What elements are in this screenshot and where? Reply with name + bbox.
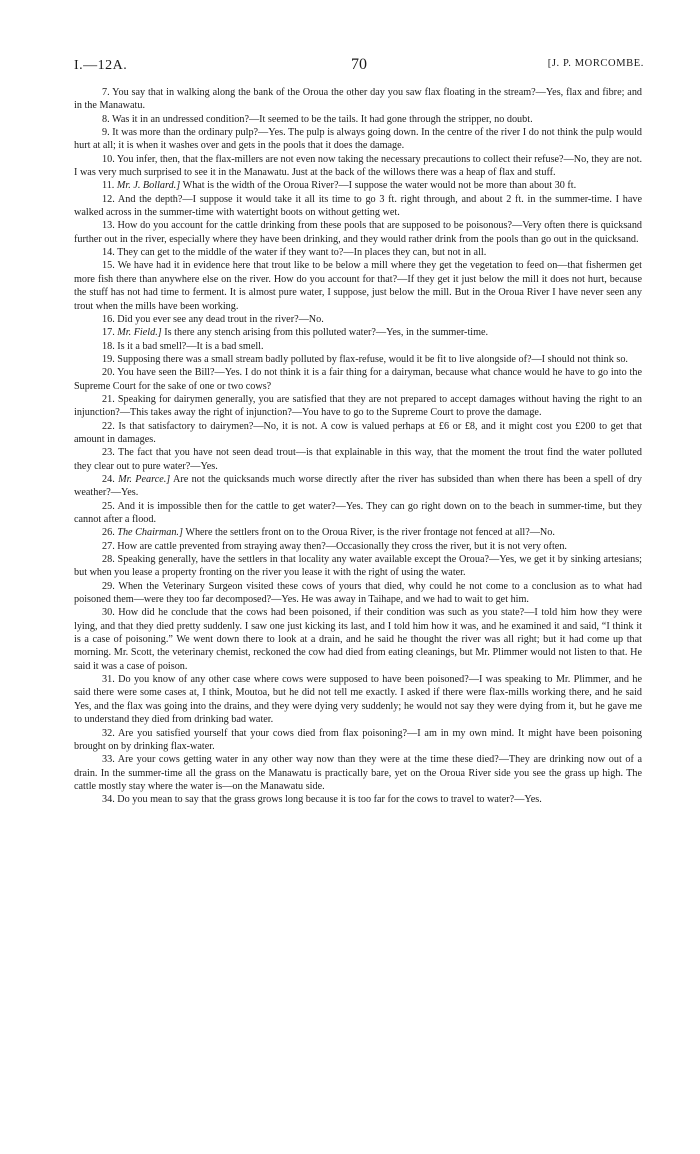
question-paragraph (74, 473, 642, 500)
question-paragraph (74, 313, 642, 326)
question-answer-text: Speaking for dairymen generally, you are satisfied that they are not prepared to accept damages without having the right to an injunction?—This takes away the right of injunction?—You have to go to the Supreme Court to prove the damage. (74, 393, 643, 419)
question-answer-text: The fact that you have not seen dead trout—is that explainable in this way, that the moment the trout find the water polluted they clear out to pure water?—Yes. (74, 447, 642, 472)
question-paragraph (74, 179, 642, 192)
question-answer-text: Is that satisfactory to dairymen?—No, it is not. A cow is valued perhaps at £6 or £8, and it might cost you £200 to get that amount in damages. (74, 420, 643, 445)
question-paragraph (74, 153, 642, 180)
question-answer-text: Where the settlers front on to the Oroua River, is the river frontage not fenced at all?—No. (185, 527, 555, 539)
question-number: 8. (102, 113, 110, 125)
page-header (74, 58, 644, 80)
question-answer-text: Supposing there was a small stream badly polluted by flax-refuse, would it be fit to live alongside of?—I should not think so. (117, 353, 628, 365)
question-number: 23. (102, 447, 115, 459)
question-number: 13. (102, 220, 115, 232)
question-number: 19. (102, 353, 115, 365)
question-paragraph (74, 86, 642, 113)
question-paragraph (74, 340, 642, 353)
question-number: 21. (102, 393, 115, 405)
question-answer-text: Did you ever see any dead trout in the river?—No. (117, 313, 324, 325)
question-number: 31. (102, 674, 115, 686)
question-answer-text: And it is impossible then for the cattle to get water?—Yes. They can go right down on to the beach in summer-time, but they cannot after a flood. (74, 500, 643, 525)
question-number: 30. (102, 607, 115, 619)
question-paragraph (74, 753, 642, 793)
speaker-label: Mr. Pearce.] (118, 473, 171, 485)
question-paragraph (74, 393, 642, 420)
question-number: 18. (102, 340, 115, 352)
question-answer-text: You infer, then, that the flax-millers are not even now taking the necessary precautions to collect their refuse?—No, they are not. I was very much surprised to see it in the Manawatu. Just at the back of the willows there was a heap of flax and stuff. (74, 153, 642, 179)
question-paragraph (74, 193, 642, 220)
question-answer-text: Are not the quicksands much worse directly after the river has subsided than when there has been a spell of dry weather?—Yes. (74, 473, 643, 499)
question-paragraph (74, 259, 642, 312)
question-number: 10. (102, 153, 115, 165)
question-answer-text: And the depth?—I suppose it would take it all its time to go 3 ft. right through, and about 2 ft. in the summer-time. I have walked across in the summer-time with watertight boots on without getting wet. (74, 193, 642, 219)
speaker-label: The Chairman.] (117, 527, 183, 539)
question-answer-text: Speaking generally, have the settlers in that locality any water available except the Oroua?—Yes, we get it by sinking artesians; but when you lease a property fronting on the river you lease it with the right of using the water. (74, 554, 643, 579)
question-number: 27. (102, 540, 115, 552)
question-number: 32. (102, 727, 115, 739)
question-paragraph (74, 727, 642, 754)
question-answer-text: We have had it in evidence here that trout like to be below a mill where they get the vegetation to feed on—that fishermen get more fish there than anywhere else on the river. How do you account for that?—If they get it just below the mill it does not hurt, because the stuff has not had time to ferment. It is almost pure water, I suppose, just below the mill. But in the Oroua River I have never seen any trout when the mills have been working. (74, 260, 642, 312)
question-paragraph (74, 606, 642, 673)
question-number: 34. (102, 794, 115, 806)
question-answer-text: You have seen the Bill?—Yes. I do not think it is a fair thing for a dairyman, because what chance would he have to go into the Supreme Court for the sake of one or two cows? (74, 367, 642, 392)
speaker-label: Mr. J. Bollard.] (116, 180, 181, 192)
page-number: 70 (351, 56, 367, 73)
question-paragraph (74, 540, 642, 553)
question-paragraph (74, 446, 642, 473)
question-paragraph (74, 420, 642, 447)
question-number: 9. (102, 127, 110, 139)
question-paragraph (74, 500, 642, 527)
evidence-text (74, 86, 642, 807)
question-number: 7. (102, 87, 110, 98)
question-paragraph (74, 580, 642, 607)
question-number: 25. (102, 500, 115, 512)
question-number: 24. (102, 473, 115, 485)
question-number: 16. (102, 313, 115, 325)
question-number: 12. (102, 193, 115, 205)
question-paragraph (74, 246, 642, 259)
question-number: 15. (102, 260, 115, 272)
question-paragraph (74, 526, 642, 539)
question-paragraph (74, 553, 642, 580)
question-paragraph (74, 673, 642, 726)
question-answer-text: Are your cows getting water in any other way now than they were at the time these died?—They are drinking now out of a drain. In the summer-time all the grass on the Manawatu is practically bare, yet on the Oroua River side you see the grass up high. The cattle mostly stay where the water is—on the Manawatu side. (74, 754, 642, 792)
question-answer-text: Is there any stench arising from this polluted water?—Yes, in the summer-time. (164, 327, 489, 339)
question-paragraph (74, 353, 642, 366)
question-paragraph (74, 793, 642, 806)
question-answer-text: Is it a bad smell?—It is a bad smell. (117, 340, 264, 352)
question-answer-text: When the Veterinary Surgeon visited these cows of yours that died, why could he not come to a conclusion as to what had poisoned them—were they too far decomposed?—Yes. He was away in Taihape, and we had to wait to get him. (74, 580, 642, 606)
question-answer-text: What is the width of the Oroua River?—I suppose the water would not be more than about 30 ft. (182, 180, 577, 192)
question-answer-text: Are you satisfied yourself that your cows died from flax poisoning?—I am in my own mind. It might have been poisoning brought on by drinking flax-water. (74, 727, 643, 752)
question-number: 17. (102, 327, 115, 339)
question-number: 28. (102, 554, 115, 566)
question-paragraph (74, 113, 642, 126)
question-paragraph (74, 326, 642, 339)
question-answer-text: How are cattle prevented from straying away then?—Occasionally they cross the river, but it is not very often. (117, 540, 567, 552)
witness-name: [J. P. MORCOMBE. (547, 58, 644, 69)
question-answer-text: You say that in walking along the bank of the Oroua the other day you saw flax floating in the stream?—Yes, flax and fibre; and in the Manawatu. (74, 87, 643, 112)
question-number: 22. (102, 420, 115, 432)
question-number: 20. (102, 367, 115, 379)
question-paragraph (74, 219, 642, 246)
question-answer-text: How did he conclude that the cows had been poisoned, if their condition was such as you state?—I told him how they were lying, and that they died pretty suddenly. I saw one just kicking its last, and I told him how it was, and he examined it and said, “I think it is a case of poisoning.” We went down there to look at a drain, and he said he thought the river was all right; but it had come up that morning. Mr. Scott, the veterinary chemist, reckoned the cow had died from eating cleanings, but Mr. Plimmer would not listen to that. He said it was a case of poison. (74, 607, 642, 672)
question-answer-text: It was more than the ordinary pulp?—Yes. The pulp is always going down. In the centre of the river I do not think the pulp would hurt at all; it is when it washes over and gets in the pools that it does the damage. (74, 127, 642, 152)
question-paragraph (74, 126, 642, 153)
question-number: 33. (102, 754, 115, 766)
question-number: 11. (102, 180, 115, 192)
question-paragraph (74, 366, 642, 393)
question-number: 14. (102, 247, 115, 259)
question-answer-text: Do you know of any other case where cows were supposed to have been poisoned?—I was speaking to Mr. Plimmer, and he said there were some cases at, I think, Moutoa, but he did not tell me exactly. I asked if there were flax-mills working there, and he said Yes, and the flax was going into the drains, and they were dying very suddenly; he would not say they were dying from it, but he gave me to understand they died from drinking bad water. (74, 674, 642, 726)
question-number: 26. (102, 527, 115, 539)
report-code: I.—12A. (74, 58, 128, 73)
question-answer-text: They can get to the middle of the water if they want to?—In places they can, but not in all. (117, 247, 487, 259)
question-answer-text: How do you account for the cattle drinking from these pools that are supposed to be poisonous?—Very often there is quicksand further out in the river, especially where they have been drinking, and they would rather drink from the pools than go out in the quicksand. (74, 220, 643, 245)
question-number: 29. (102, 580, 115, 592)
speaker-label: Mr. Field.] (117, 327, 162, 339)
question-answer-text: Was it in an undressed condition?—It seemed to be the tails. It had gone through the stripper, no doubt. (112, 113, 533, 125)
question-answer-text: Do you mean to say that the grass grows long because it is too far for the cows to travel to water?—Yes. (117, 794, 542, 806)
